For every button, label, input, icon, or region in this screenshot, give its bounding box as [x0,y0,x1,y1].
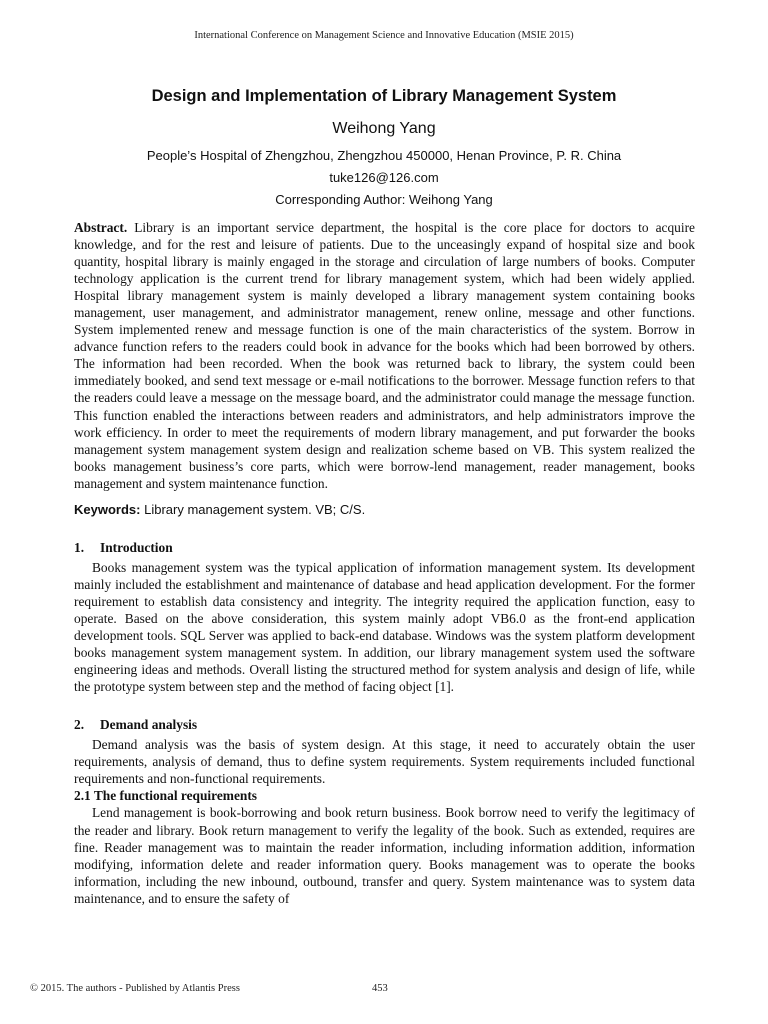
section-heading-demand-analysis [74,716,695,733]
abstract-label: Abstract. [74,220,128,235]
section-number: 1. [74,539,85,555]
corresponding-author: Corresponding Author: Weihong Yang [275,192,493,207]
section-title: Introduction [100,539,173,555]
conference-header: International Conference on Management Science and Innovative Education (MSIE 2015) [194,30,574,41]
subsection-heading-functional-requirements: 2.1 The functional requirements [74,788,258,804]
introduction-paragraph: Books management system was the typical application of information management system. Its development mainly included the establishment and maintenance of database and head application development. For the former requirement to establish data consistency and integrity. The integrity required the application function, easy to operate. Based on the above consideration, this system mainly adopt VB6.0 as the front-end application development tools. SQL Server was applied to back-end database. Windows was the system platform development books management system management system. In addition, our library management system used the software engineering ideas and methods. Overall listing the structured method for system analysis and design of life, while the prototype system between step and the method of facing object [1]. [74,559,695,695]
author-affiliation: People’s Hospital of Zhengzhou, Zhengzhou 450000, Henan Province, P. R. China [146,148,622,163]
section-heading-introduction [74,539,695,556]
keywords [74,501,695,518]
keywords-text: Library management system. VB; C/S. [144,501,366,517]
author-name: Weihong Yang [332,120,436,137]
abstract [74,219,695,492]
author-email: tuke126@126.com [329,170,439,185]
copyright-footer: © 2015. The authors - Published by Atlantis Press [30,983,240,994]
functional-requirements-paragraph: Lend management is book-borrowing and book return business. Book borrow need to verify the legitimacy of the reader and library. Book return management to verify the legality of the book. Such as extended, requires are fine. Reader management was to maintain the reader information, including information addition, information modifying, information delete and reader information query. Books management was to operate the books information, including the new inbound, outbound, transfer and query. System maintenance was to system data maintenance, and to ensure the safety of [74,805,695,906]
section-title: Demand analysis [100,717,198,733]
demand-analysis-paragraph: Demand analysis was the basis of system design. At this stage, it need to accurately obtain the user requirements, analysis of demand, thus to define system requirements. System requirements included functional requirements and non-functional requirements. [74,737,695,787]
abstract-text: Library is an important service department, the hospital is the core place for doctors to acquire knowledge, and for the rest and leisure of patients. Due to the unceasingly expand of hospital size and book quantity, hospital library is mainly engaged in the storage and circulation of large numbers of books. Computer technology application is the current trend for library management system, which had been widely applied. Hospital library management system is mainly developed a library management system containing books management, user management, and administrator management, renew online, message and other functions. System implemented renew and message function is one of the main characteristics of the system. Borrow in advance function refers to the readers could book in advance for the books which had been borrowed by others. The information had been recorded. When the book was returned back to library, the system could been immediately booked, and send text message or e-mail notifications to the borrower. Message function refers to that the readers could leave a message on the message board, and the administrator could manage the message function. This function enabled the interactions between readers and administrators, and help administrators improve the work efficiency. In order to meet the requirements of modern library management, and put forwarder the books management system management system design and realization scheme based on VB. This system realized the books management business’s core parts, which were borrow-lend management, reader management, books management and system maintenance function. [74,220,695,491]
paper-body [74,219,695,907]
paper-title: Design and Implementation of Library Management System [151,87,617,105]
section-number: 2. [74,717,85,733]
page-number: 453 [372,983,388,994]
keywords-label: Keywords: [74,501,141,517]
